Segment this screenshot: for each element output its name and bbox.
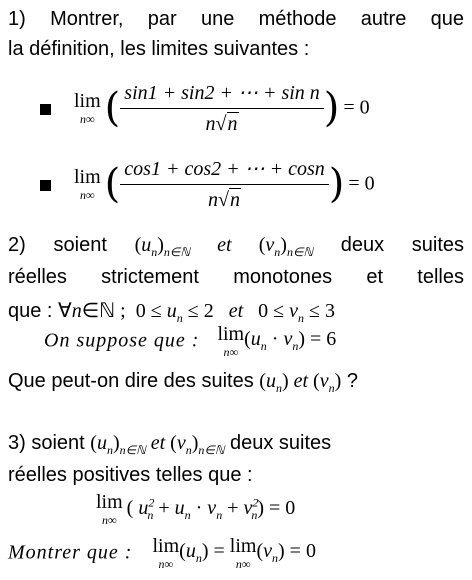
numerator: cos1 + cos2 + ⋯ + cosn <box>120 156 328 185</box>
bullet-icon <box>40 104 51 115</box>
q2-line3: que : ∀n∈ℕ ; $0 \le u_n \le 2$ et $0 \le v_n \le 3$ <box>8 300 335 325</box>
fraction <box>120 80 324 136</box>
left-paren: ( <box>104 85 121 131</box>
limit-result: = 0 <box>343 96 370 119</box>
q3-line2: réelles positives telles que : <box>8 464 253 486</box>
fraction <box>120 156 328 212</box>
q3-conclusion: Montrer que : lim n∞ $(u_n)$ = lim n∞ $(v_n) = 0$ <box>8 535 316 571</box>
left-paren: ( <box>104 161 121 207</box>
q1-limit-1 <box>74 80 370 136</box>
limit-result: = 0 <box>348 172 375 195</box>
q2-condition: ∀n∈ℕ ; $0 \le u_n \le 2$ et $0 \le v_n \le 3$ <box>58 300 335 325</box>
q2-line2: réelles strictement monotones et telles <box>8 266 464 288</box>
q2-hypothesis: On suppose que : lim n∞ $(u_n \cdot v_n) = 6$ <box>44 323 337 359</box>
q3-hypothesis <box>96 492 295 526</box>
denominator: n√n <box>208 189 240 211</box>
right-paren: ) <box>328 161 345 207</box>
q1-limit-2 <box>74 156 375 212</box>
q1-line1 <box>8 8 464 31</box>
q3-line1: 3) soient $(u_n)_{n\in ℕ}$ et $(v_n)_{n\in ℕ}$ deux suites <box>8 432 332 457</box>
q3-lim-expr: ( $u^2_n + u_n \cdot v_n + v^2_n) = 0$ <box>126 495 296 522</box>
lim-operator: lim n∞ <box>152 535 180 571</box>
numerator: sin1 + sin2 + ⋯ + sin n <box>120 80 324 109</box>
denominator: n√n <box>205 113 238 135</box>
q1-text-1: Montrer, par une méthode autre que <box>50 8 464 30</box>
lim-operator: lim n∞ <box>74 166 101 202</box>
q1-number: 1) <box>8 8 26 30</box>
lim-operator: lim n∞ <box>229 535 257 571</box>
q2-line1: 2) soient $(u_n)_{n\in ℕ}$ et $(v_n)_{n\in ℕ}$ deux suites <box>8 234 465 259</box>
lim-operator: lim n∞ <box>74 90 101 126</box>
lim-operator: lim n∞ <box>96 491 123 527</box>
q2-question: Que peut-on dire des suites $(u_n)$ et $(v_n)$ ? <box>8 370 358 395</box>
lim-operator: lim n∞ <box>217 323 245 359</box>
q1-line2: la définition, les limites suivantes : <box>8 38 310 60</box>
seq-u: $(u_n)_{n\in ℕ}$ et $(v_n)_{n\in ℕ}$ <box>134 234 313 259</box>
right-paren: ) <box>323 85 340 131</box>
q2-lim-expr: $(u_n \cdot v_n) = 6$ <box>244 328 337 353</box>
bullet-icon <box>40 180 51 191</box>
